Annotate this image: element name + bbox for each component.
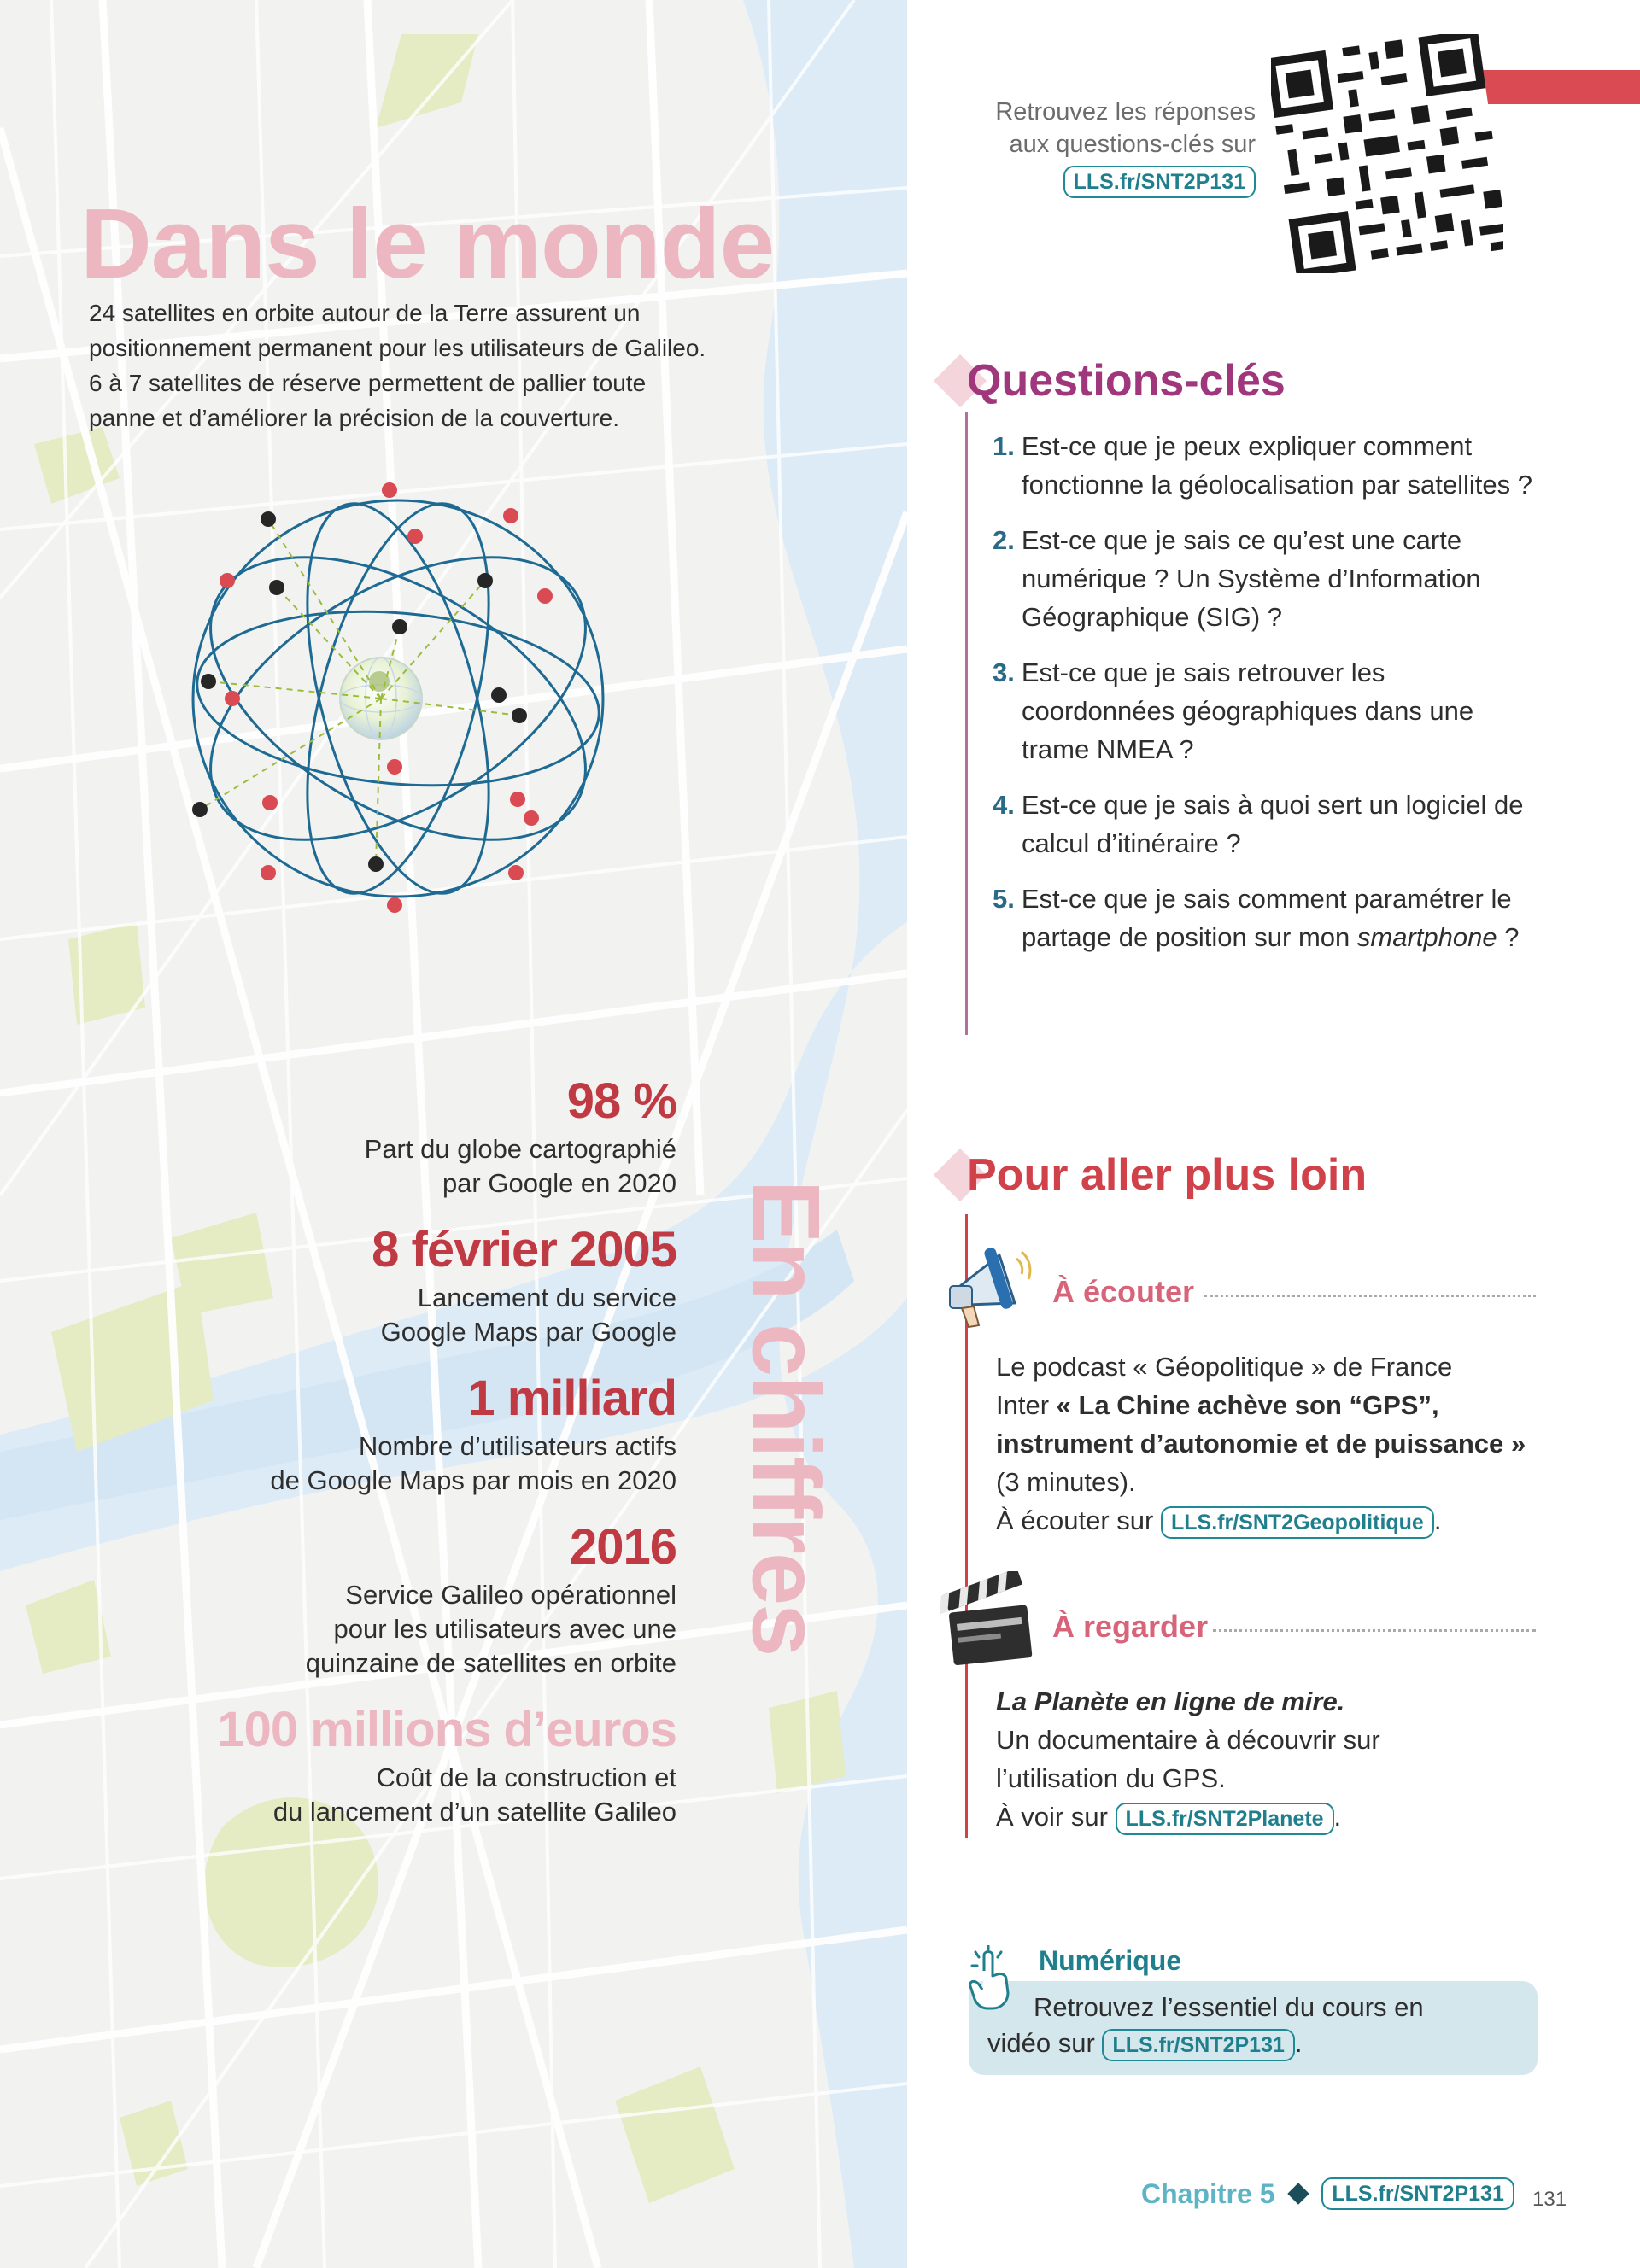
questions-list xyxy=(993,427,1539,973)
question-text: Est-ce que je sais à quoi sert un logiciel de calcul d’itinéraire ? xyxy=(1021,790,1524,858)
chapter-label: Chapitre 5 xyxy=(1141,2177,1275,2209)
stat-value: 2016 xyxy=(569,1519,676,1575)
listen-line xyxy=(996,1386,1543,1424)
watch-line: l’utilisation du GPS. xyxy=(996,1763,1226,1793)
stat-description-line: Service Galileo opérationnel xyxy=(345,1580,676,1610)
stat-value: 98 % xyxy=(566,1073,676,1129)
watch-divider xyxy=(1213,1629,1536,1632)
clapperboard-icon xyxy=(938,1571,1039,1674)
stat-description xyxy=(130,1429,676,1498)
watch-line: Un documentaire à découvrir sur xyxy=(996,1725,1380,1755)
question-text: Est-ce que je sais retrouver les coordonnées géographiques dans une trame NMEA ? xyxy=(1021,658,1474,764)
vertical-title-text: En chiffres xyxy=(732,1179,840,1656)
footer-link[interactable]: LLS.fr/SNT2P131 xyxy=(1321,2177,1514,2210)
question-item xyxy=(993,521,1539,636)
listen-line xyxy=(996,1501,1543,1540)
stat-description-line: Nombre d’utilisateurs actifs xyxy=(358,1431,676,1461)
question-text: Est-ce que je sais comment paramétrer le partage de position sur mon xyxy=(1021,884,1512,952)
stat-description-line: de Google Maps par mois en 2020 xyxy=(270,1465,676,1495)
stat-description xyxy=(130,1281,676,1349)
stat-value: 8 février 2005 xyxy=(372,1222,676,1277)
question-text: Est-ce que je sais ce qu’est une carte numérique ? Un Système d’Information Géographique (SIG) ? xyxy=(1021,525,1481,632)
numerique-line: Retrouvez l’essentiel du cours en xyxy=(1034,1992,1424,2022)
qr-intro-line: aux questions-clés sur xyxy=(1009,131,1256,158)
questions-rule xyxy=(965,412,968,1035)
listen-line: Le podcast « Géopolitique » de France xyxy=(996,1352,1453,1382)
qr-code-icon[interactable] xyxy=(1271,34,1503,273)
intro-line: positionnement permanent pour les utilisateurs de Galileo. xyxy=(89,335,706,361)
stat-value: 100 millions d’euros xyxy=(217,1702,676,1757)
questions-title: Questions-clés xyxy=(967,356,1286,406)
watch-line xyxy=(996,1797,1543,1836)
listen-heading: À écouter xyxy=(1052,1274,1195,1309)
intro-line: 24 satellites en orbite autour de la Terre assurent un xyxy=(89,300,641,326)
watch-body xyxy=(996,1682,1543,1836)
question-text: Est-ce que je peux expliquer comment fonctionne la géolocalisation par satellites ? xyxy=(1021,431,1532,500)
content-panel xyxy=(907,0,1640,2268)
satellite-constellation-illustration xyxy=(167,468,629,929)
numerique-heading: Numérique xyxy=(1039,1945,1182,1976)
listen-text: Inter xyxy=(996,1390,1057,1420)
documentary-title: La Planète en ligne de mire. xyxy=(996,1686,1345,1716)
stat-description-line: Lancement du service xyxy=(417,1283,676,1312)
watch-heading: À regarder xyxy=(1052,1609,1209,1644)
stat-item xyxy=(130,1517,676,1681)
question-text-end: ? xyxy=(1496,922,1520,952)
listen-body xyxy=(996,1347,1543,1540)
stat-description-line: Part du globe cartographié xyxy=(364,1134,676,1164)
stats-list xyxy=(130,1071,676,1848)
stat-item xyxy=(130,1368,676,1498)
qr-intro-line: Retrouvez les réponses xyxy=(995,98,1256,126)
diamond-icon xyxy=(1287,2183,1309,2204)
qr-link[interactable]: LLS.fr/SNT2P131 xyxy=(1063,166,1256,198)
numerique-text-start: vidéo sur xyxy=(987,2028,1095,2058)
question-number: 5. xyxy=(993,884,1015,914)
page-footer xyxy=(1141,2177,1514,2213)
question-number: 4. xyxy=(993,790,1015,820)
stat-description-line: Coût de la construction et xyxy=(376,1762,676,1792)
page-number: 131 xyxy=(1532,2188,1567,2211)
stat-item xyxy=(130,1071,676,1201)
podcast-title-end: instrument d’autonomie et de puissance » xyxy=(996,1429,1526,1458)
stat-description xyxy=(130,1132,676,1201)
intro-line: 6 à 7 satellites de réserve permettent de pallier toute xyxy=(89,370,647,396)
qr-intro xyxy=(940,96,1256,198)
watch-text: À voir sur xyxy=(996,1802,1108,1832)
question-item xyxy=(993,880,1539,956)
vertical-section-title xyxy=(726,1084,846,1751)
stat-item xyxy=(130,1699,676,1829)
question-item xyxy=(993,653,1539,769)
stat-description-line: Google Maps par Google xyxy=(380,1317,676,1347)
listen-divider xyxy=(1204,1295,1536,1297)
question-item xyxy=(993,427,1539,504)
question-number: 1. xyxy=(993,431,1015,461)
stat-item xyxy=(130,1219,676,1349)
listen-line xyxy=(996,1424,1543,1463)
listen-line: (3 minutes). xyxy=(996,1467,1136,1497)
watch-period: . xyxy=(1333,1802,1342,1832)
watch-line xyxy=(996,1682,1543,1721)
podcast-title: « La Chine achève son “GPS”, xyxy=(1056,1390,1439,1420)
listen-period: . xyxy=(1433,1505,1442,1535)
stat-description xyxy=(130,1578,676,1681)
page-title: Dans le monde xyxy=(80,188,775,299)
numerique-period: . xyxy=(1294,2028,1303,2058)
megaphone-icon xyxy=(943,1236,1037,1337)
stat-description-line: quinzaine de satellites en orbite xyxy=(305,1648,676,1678)
stat-value: 1 milliard xyxy=(467,1371,676,1426)
stat-description xyxy=(130,1761,676,1829)
documentary-link[interactable]: LLS.fr/SNT2Planete xyxy=(1116,1803,1334,1835)
intro-line: panne et d’améliorer la précision de la couverture. xyxy=(89,405,620,431)
numerique-text xyxy=(987,1990,1517,2061)
question-item xyxy=(993,786,1539,862)
further-title: Pour aller plus loin xyxy=(967,1150,1368,1200)
podcast-link[interactable]: LLS.fr/SNT2Geopolitique xyxy=(1161,1506,1434,1539)
stat-description-line: pour les utilisateurs avec une xyxy=(333,1614,676,1644)
question-number: 3. xyxy=(993,658,1015,687)
stat-description-line: par Google en 2020 xyxy=(442,1168,676,1198)
numerique-link[interactable]: LLS.fr/SNT2P131 xyxy=(1102,2029,1294,2061)
stat-description-line: du lancement d’un satellite Galileo xyxy=(272,1797,676,1827)
question-italic-term: smartphone xyxy=(1356,922,1497,952)
question-number: 2. xyxy=(993,525,1015,555)
listen-text: À écouter sur xyxy=(996,1505,1154,1535)
intro-paragraph xyxy=(89,295,789,435)
numerique-line xyxy=(987,2025,1517,2061)
